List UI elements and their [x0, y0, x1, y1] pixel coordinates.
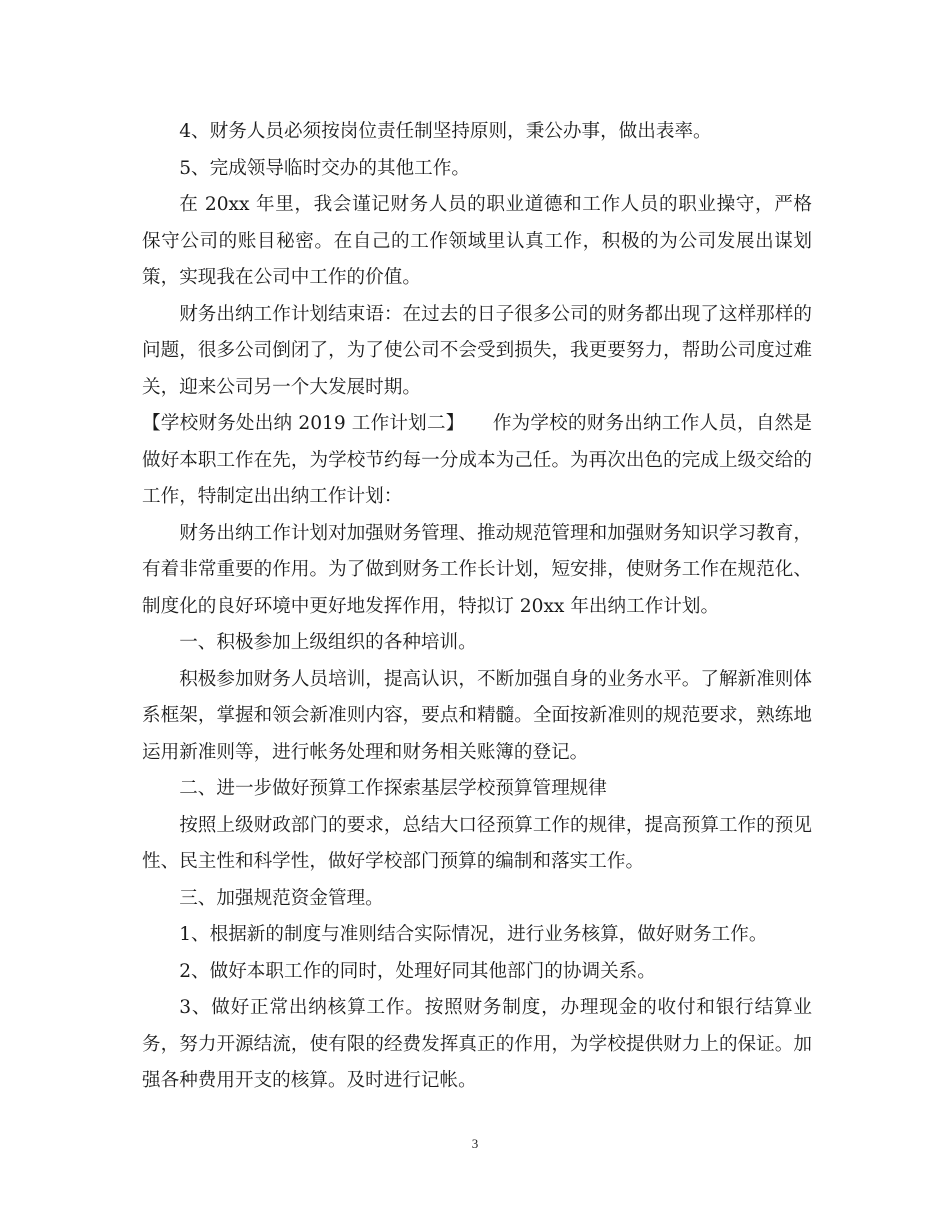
- paragraph-budget: 按照上级财政部门的要求，总结大口径预算工作的规律，提高预算工作的预见性、民主性和科学性，做好学校部门预算的编制和落实工作。: [142, 814, 812, 872]
- paragraph-funds-2: 2、做好本职工作的同时，处理好同其他部门的协调关系。: [179, 960, 656, 982]
- paragraph-funds-1: 1、根据新的制度与准则结合实际情况，进行业务核算，做好财务工作。: [179, 924, 768, 945]
- subheading-budget: 二、进一步做好预算工作探索基层学校预算管理规律: [179, 778, 607, 799]
- paragraph-plan-purpose: 财务出纳工作计划对加强财务管理、推动规范管理和加强财务知识学习教育，有着非常重要的作用。为了做到财务工作长计划，短安排，使财务工作在规范化、制度化的良好环境中更好地发挥作用，特拟订 20xx 年出纳工作计划。: [142, 522, 812, 617]
- subheading-training: 一、积极参加上级组织的各种培训。: [179, 632, 477, 653]
- page-number: 3: [471, 1136, 479, 1151]
- paragraph-commitment: 在 20xx 年里，我会谨记财务人员的职业道德和工作人员的职业操守，严格保守公司的账目秘密。在自己的工作领域里认真工作，积极的为公司发展出谋划策，实现我在公司中工作的价值。: [142, 194, 812, 288]
- paragraph-funds-3: 3、做好正常出纳核算工作。按照财务制度，办理现金的收付和银行结算业务，努力开源结流，使有限的经费发挥真正的作用，为学校提供财力上的保证。加强各种费用开支的核算。及时进行记帐。: [142, 997, 812, 1091]
- section-heading: 【学校财务处出纳 2019 工作计划二】: [142, 413, 456, 434]
- heading-spacer: [455, 413, 493, 434]
- document-body: [142, 114, 812, 1100]
- subheading-funds: 三、加强规范资金管理。: [179, 887, 384, 909]
- paragraph-duty-4: 4、财务人员必须按岗位责任制坚持原则，秉公办事，做出表率。: [179, 121, 712, 142]
- paragraph-conclusion: 财务出纳工作计划结束语：在过去的日子很多公司的财务都出现了这样那样的问题，很多公司倒闭了，为了使公司不会受到损失，我更要努力，帮助公司度过难关，迎来公司另一个大发展时期。: [142, 303, 812, 398]
- paragraph-training: 积极参加财务人员培训，提高认识，不断加强自身的业务水平。了解新准则体系框架，掌握和领会新准则内容，要点和精髓。全面按新准则的规范要求，熟练地运用新准则等，进行帐务处理和财务相关账簿的登记。: [142, 668, 812, 763]
- section-heading-paragraph: [142, 406, 812, 516]
- section-intro-text: 作为学校的财务出纳工作人员，自然是做好本职工作在先，为学校节约每一分成本为己任。为再次出色的完成上级交给的工作，特制定出出纳工作计划：: [142, 413, 812, 507]
- paragraph-duty-5: 5、完成领导临时交办的其他工作。: [179, 157, 470, 179]
